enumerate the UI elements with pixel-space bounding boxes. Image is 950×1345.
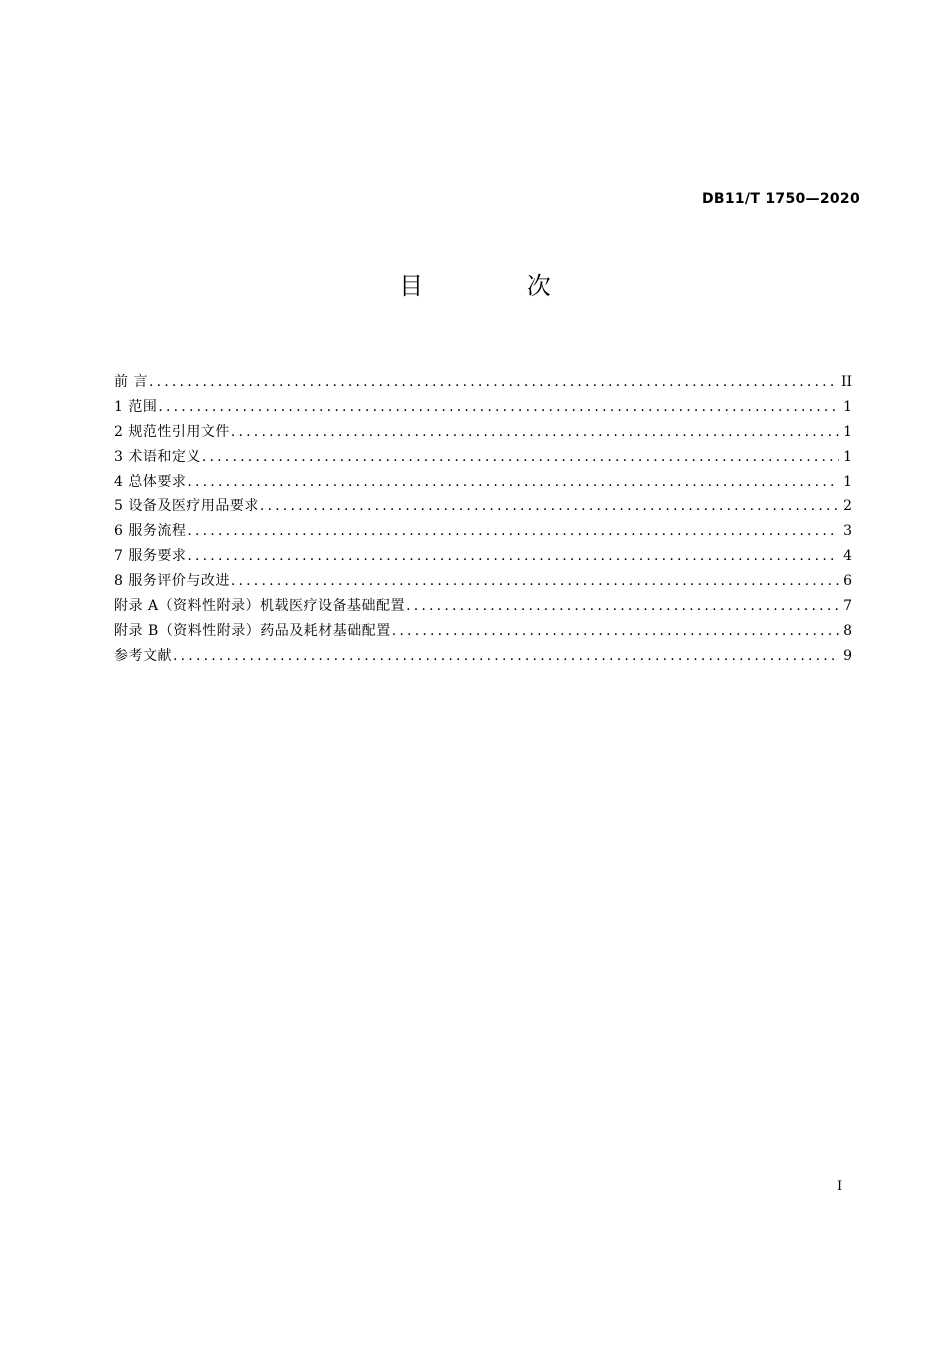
toc-entry-page: 7 [843,598,852,615]
toc-dot-leader [406,594,839,619]
toc-title: 目 次 [399,272,599,300]
toc-entry-label: 1 范围 [114,398,158,415]
toc-entry-page: 1 [843,448,852,465]
toc-entry-label: 2 规范性引用文件 [114,423,230,440]
toc-entry-general-requirements[interactable] [114,470,852,495]
toc-entry-service-evaluation[interactable] [114,569,852,594]
table-of-contents [114,370,852,669]
toc-entry-label: 7 服务要求 [114,548,187,565]
toc-entry-label: 4 总体要求 [114,473,187,490]
toc-entry-page: 8 [843,622,852,639]
toc-entry-label: 5 设备及医疗用品要求 [114,498,259,515]
toc-dot-leader [149,370,837,395]
toc-dot-leader [202,445,839,470]
toc-entry-page: 1 [843,473,852,490]
toc-entry-appendix-a[interactable] [114,594,852,619]
toc-entry-page: 1 [843,423,852,440]
toc-entry-terms-definitions[interactable] [114,445,852,470]
toc-entry-label: 8 服务评价与改进 [114,573,230,590]
toc-entry-page: 1 [843,398,852,415]
toc-dot-leader [158,395,839,420]
toc-dot-leader [187,544,839,569]
toc-entry-page: 2 [843,498,852,515]
toc-entry-preface[interactable] [114,370,852,395]
page-number: I [837,1179,843,1194]
toc-entry-label: 参考文献 [114,647,172,664]
toc-entry-page: 4 [843,548,852,565]
toc-dot-leader [392,619,839,644]
toc-entry-label: 6 服务流程 [114,523,187,540]
toc-entry-label: 附录 B（资料性附录）药品及耗材基础配置 [114,622,391,639]
toc-dot-leader [173,644,839,669]
toc-entry-appendix-b[interactable] [114,619,852,644]
toc-entry-label: 附录 A（资料性附录）机载医疗设备基础配置 [114,598,406,615]
toc-entry-bibliography[interactable] [114,644,852,669]
toc-entry-label: 前 言 [114,374,148,390]
toc-dot-leader [231,569,839,594]
toc-entry-service-requirements[interactable] [114,544,852,569]
toc-dot-leader [231,420,839,445]
document-code: DB11/T 1750—2020 [701,191,860,207]
toc-entry-equipment-requirements[interactable] [114,494,852,519]
toc-entry-label: 3 术语和定义 [114,448,201,465]
toc-entry-page: 3 [843,523,852,540]
toc-entry-service-process[interactable] [114,519,852,544]
toc-entry-page: 6 [843,573,852,590]
toc-entry-page: 9 [843,647,852,664]
toc-dot-leader [260,494,839,519]
toc-dot-leader [187,470,839,495]
toc-entry-scope[interactable] [114,395,852,420]
toc-entry-normative-references[interactable] [114,420,852,445]
toc-dot-leader [187,519,839,544]
toc-entry-page: II [840,374,852,390]
